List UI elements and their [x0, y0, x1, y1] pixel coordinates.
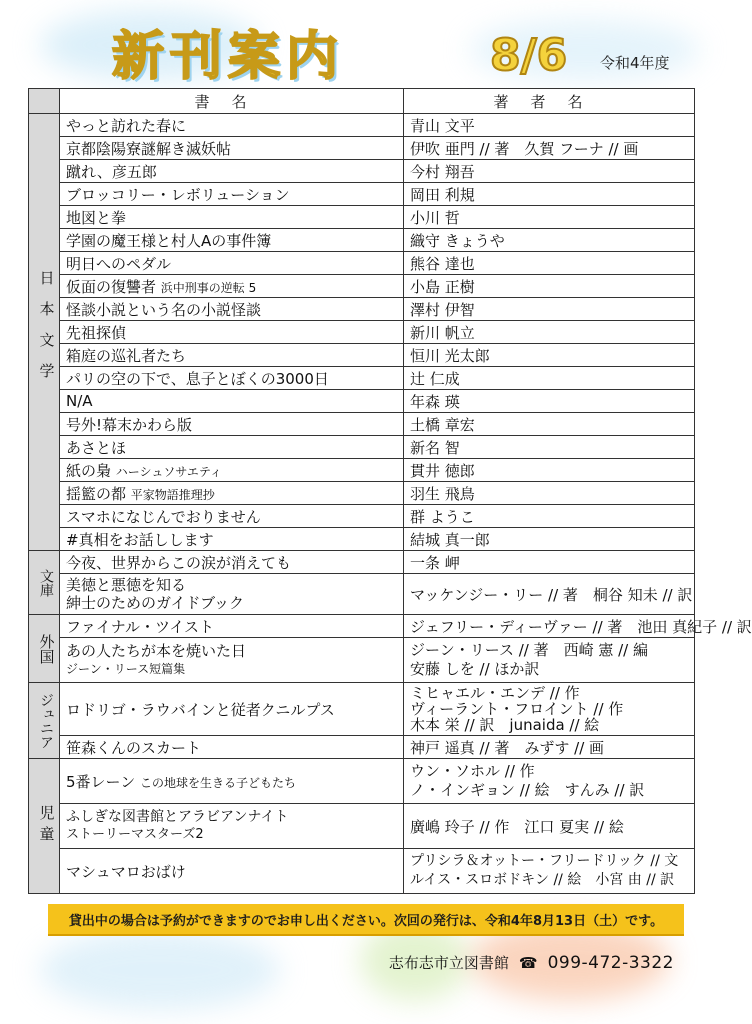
- book-author: 熊谷 達也: [404, 252, 695, 275]
- header: [0, 0, 724, 86]
- book-title: スマホになじんでおりません: [60, 505, 404, 528]
- book-subtitle: ハーシュソサエティ: [115, 464, 222, 479]
- book-title: 号外!幕末かわら版: [60, 413, 404, 436]
- table-row: [29, 229, 695, 252]
- footer: [389, 952, 674, 973]
- notice-banner: 貸出中の場合は予約ができますのでお申し出ください。次回の発行は、令和4年8月13日（土）です。: [48, 904, 684, 934]
- book-author-line2: ルイス・スロボドキン // 絵 小宮 由 // 訳: [410, 872, 675, 888]
- book-author: ミヒャエル・エンデ // 作: [410, 684, 580, 702]
- table-row: [29, 206, 695, 229]
- book-title: 5番レーン: [66, 772, 136, 791]
- book-author: 羽生 飛鳥: [404, 482, 695, 505]
- book-author: プリシラ＆オットー・フリードリック // 文: [410, 853, 679, 869]
- table-row: [29, 615, 695, 638]
- book-author: 小川 哲: [404, 206, 695, 229]
- book-author-line2: ヴィーラント・フロイント // 作: [410, 700, 624, 718]
- book-title: マシュマロおばけ: [60, 849, 404, 894]
- table-row: [29, 551, 695, 574]
- table-row: [29, 482, 695, 505]
- category-label: 外国: [37, 633, 56, 664]
- book-title: 先祖探偵: [60, 321, 404, 344]
- book-title: 怪談小説という名の小説怪談: [60, 298, 404, 321]
- fiscal-year: 令和4年度: [600, 54, 670, 72]
- book-author: 神戸 遥真 // 著 みずす // 画: [404, 736, 695, 759]
- book-author-line2: 安藤 しを // ほか訳: [410, 660, 540, 678]
- book-title: 明日へのペダル: [60, 252, 404, 275]
- book-title: #真相をお話しします: [60, 528, 404, 551]
- book-title: パリの空の下で、息子とぼくの3000日: [60, 367, 404, 390]
- table-row: [29, 505, 695, 528]
- book-title: ブロッコリー・レボリューション: [60, 183, 404, 206]
- book-title: 今夜、世界からこの涙が消えても: [60, 551, 404, 574]
- book-title-cell: [60, 804, 404, 849]
- book-subtitle: ストーリーマスターズ2: [66, 827, 204, 842]
- category-japanese-literature: [29, 114, 60, 551]
- book-title-cell: [60, 638, 404, 683]
- book-title-cell: [60, 459, 404, 482]
- book-title: ファイナル・ツイスト: [60, 615, 404, 638]
- book-title: 京都陰陽寮謎解き滅妖帖: [60, 137, 404, 160]
- table-row: [29, 137, 695, 160]
- book-subtitle: ジーン・リース短篇集: [66, 662, 186, 676]
- book-title-cell: [60, 759, 404, 804]
- table-row: [29, 298, 695, 321]
- issue-date: 8/6: [490, 30, 568, 81]
- library-name: 志布志市立図書館: [388, 954, 509, 972]
- book-author: 今村 翔吾: [404, 160, 695, 183]
- table-row: [29, 759, 695, 804]
- book-author: 伊吹 亜門 // 著 久賀 フーナ // 画: [404, 137, 695, 160]
- table-row: [29, 459, 695, 482]
- book-author: 群 ようこ: [404, 505, 695, 528]
- book-title: あさとほ: [60, 436, 404, 459]
- book-author: 小島 正樹: [404, 275, 695, 298]
- book-title-line2: 紳士のためのガイドブック: [66, 594, 245, 612]
- book-title: 笹森くんのスカート: [60, 736, 404, 759]
- category-label: 文庫: [38, 568, 54, 597]
- book-author: 貫井 徳郎: [404, 459, 695, 482]
- book-author: 年森 瑛: [404, 390, 695, 413]
- book-author: 廣嶋 玲子 // 作 江口 夏実 // 絵: [404, 804, 695, 849]
- table-row: [29, 321, 695, 344]
- table-row: [29, 183, 695, 206]
- book-subtitle: 浜中刑事の逆転 5: [160, 280, 257, 295]
- book-title: 揺籃の都: [66, 484, 127, 503]
- table-row: [29, 114, 695, 137]
- category-paperback: [29, 551, 60, 615]
- book-author-cell: [404, 759, 695, 804]
- book-author: 新名 智: [404, 436, 695, 459]
- book-title: N/A: [60, 390, 404, 413]
- book-author: 結城 真一郎: [404, 528, 695, 551]
- phone-number: 099-472-3322: [547, 952, 674, 973]
- book-title: 学園の魔王様と村人Aの事件簿: [60, 229, 404, 252]
- table-row: [29, 436, 695, 459]
- table-row: [29, 638, 695, 683]
- category-children: [29, 759, 60, 894]
- book-author: 辻 仁成: [404, 367, 695, 390]
- table-row: [29, 683, 695, 736]
- table-row: [29, 275, 695, 298]
- book-author: ジェフリー・ディーヴァー // 著 池田 真紀子 // 訳: [404, 615, 695, 638]
- book-title: やっと訪れた春に: [60, 114, 404, 137]
- book-author: 織守 きょうや: [404, 229, 695, 252]
- column-header-title: 書名: [60, 89, 404, 114]
- category-junior: [29, 683, 60, 759]
- book-title-cell: [60, 482, 404, 505]
- book-author: 一条 岬: [404, 551, 695, 574]
- column-header-author: 著者名: [404, 89, 695, 114]
- table-row: [29, 413, 695, 436]
- table-row: [29, 390, 695, 413]
- book-subtitle: この地球を生きる子どもたち: [140, 775, 297, 790]
- book-author-cell: [404, 683, 695, 736]
- category-foreign: [29, 615, 60, 683]
- book-author-line3: 木本 栄 // 訳 junaida // 絵: [410, 716, 600, 734]
- book-author-cell: [404, 638, 695, 683]
- book-title: 紙の梟: [66, 461, 112, 480]
- book-subtitle: 平家物語推理抄: [130, 487, 215, 502]
- book-author: 岡田 利規: [404, 183, 695, 206]
- page-title: 新刊案内: [112, 27, 345, 87]
- table-row: [29, 528, 695, 551]
- book-author: 新川 帆立: [404, 321, 695, 344]
- book-author: 土橋 章宏: [404, 413, 695, 436]
- table-row: [29, 160, 695, 183]
- book-title: 地図と拳: [60, 206, 404, 229]
- book-title-cell: [60, 275, 404, 298]
- book-title: ふしぎな図書館とアラビアンナイト: [66, 809, 289, 825]
- book-title: 仮面の復讐者: [66, 277, 157, 296]
- phone-icon: ☎: [518, 953, 538, 972]
- table-row: [29, 849, 695, 894]
- book-title: ロドリゴ・ラウバインと従者クニルプス: [60, 683, 404, 736]
- book-title: 蹴れ、彦五郎: [60, 160, 404, 183]
- category-header: [29, 89, 60, 114]
- book-author: 青山 文平: [404, 114, 695, 137]
- category-label: 児童: [37, 805, 56, 847]
- table-row: [29, 252, 695, 275]
- book-author: ウン・ソホル // 作: [410, 762, 535, 780]
- table-row: [29, 344, 695, 367]
- book-author: 澤村 伊智: [404, 298, 695, 321]
- book-title: あの人たちが本を焼いた日: [66, 642, 247, 660]
- table-row: [29, 367, 695, 390]
- book-title: 美徳と悪徳を知る: [66, 576, 187, 594]
- book-title: 箱庭の巡礼者たち: [60, 344, 404, 367]
- book-author: マッケンジー・リー // 著 桐谷 知未 // 訳: [404, 574, 695, 615]
- category-label: ジュニア: [38, 692, 54, 749]
- book-author-line2: ノ・インギョン // 絵 すんみ // 訳: [410, 781, 645, 799]
- table-row: [29, 574, 695, 615]
- book-author: ジーン・リース // 著 西崎 憲 // 編: [410, 641, 649, 659]
- table-row: [29, 804, 695, 849]
- book-author: 恒川 光太郎: [404, 344, 695, 367]
- table-row: [29, 736, 695, 759]
- book-title-cell: [60, 574, 404, 615]
- new-books-table: [28, 88, 752, 894]
- book-author-cell: [404, 849, 695, 894]
- category-label: 日本文学: [37, 270, 56, 394]
